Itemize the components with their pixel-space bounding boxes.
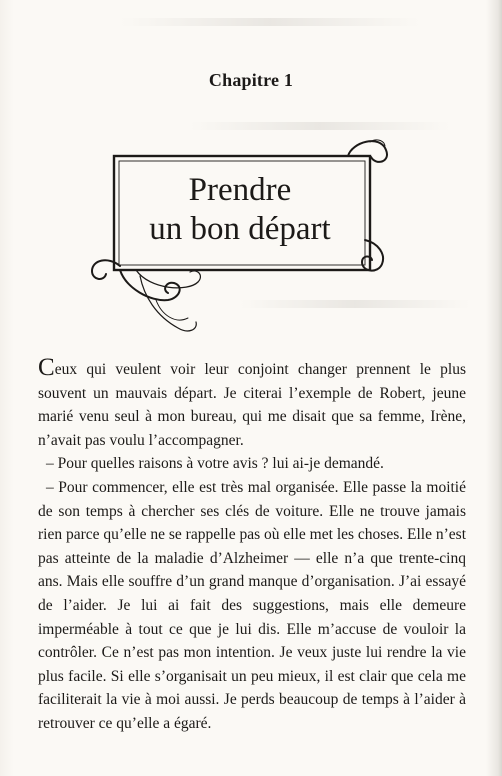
paragraph-text: eux qui veulent voir leur conjoint changer prennent le plus souvent un mauvais départ. Je citerai l’exemple de Robert, jeune marié venu seul à mon bureau, qui me disait que sa femme, Irène, n’avait pas voulu l’accompagner.: [38, 361, 466, 449]
chapter-title-line-1: Prendre: [188, 172, 292, 208]
chapter-title-line-2: un bon départ: [149, 211, 331, 247]
body-text: [38, 354, 466, 736]
paragraph-intro: [38, 354, 466, 452]
dialogue-question: – Pour quelles raisons à votre avis ? lui ai-je demandé.: [46, 455, 384, 473]
chapter-title: [116, 157, 364, 263]
bleed-through-line: [190, 122, 450, 130]
bleed-through-line: [120, 18, 420, 26]
chapter-label: Chapitre 1: [208, 70, 294, 90]
drop-cap: C: [38, 354, 55, 381]
dialogue-answer: – Pour commencer, elle est très mal organisée. Elle passe la moitié de son temps à chercher ses clés de voiture. Elle ne trouve jamais rien parce qu’elle ne se rappelle pas où elle met les choses. Elle n’est pas atteinte de la maladie d’Alzheimer — elle n’a que trente-cinq ans. Mais elle souffre d’un grand manque d’organisation. J’ai essayé de l’aider. Je lui ai fait des suggestions, mais elle demeure imperméable à tout ce que je lui dis. Elle m’accuse de vouloir la contrôler. Ce n’est pas mon intention. Je veux juste lui rendre la vie plus facile. Si elle s’organisait un peu mieux, il est clair que cela me faciliterait la vie à moi aussi. Je perds beaucoup de temps à l’aider à retrouver ce qu’elle a égaré.: [38, 478, 466, 732]
